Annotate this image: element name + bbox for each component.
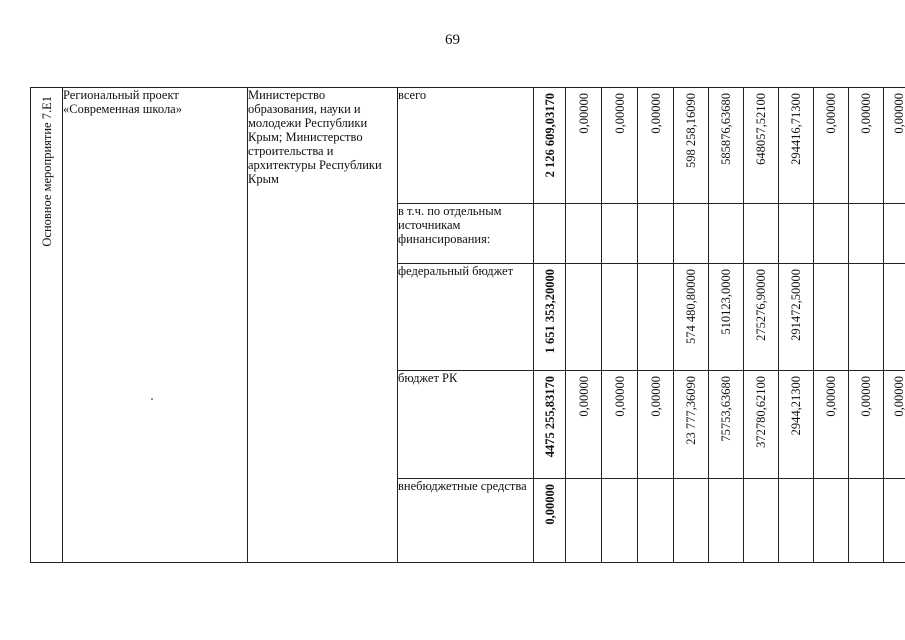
page-number: 69 bbox=[445, 32, 460, 48]
year-value-cell bbox=[814, 479, 849, 563]
source-label: в т.ч. по отдельным источникам финансирования: bbox=[398, 204, 502, 246]
year-value-cell bbox=[602, 204, 638, 264]
source-label-cell bbox=[398, 88, 534, 204]
year-value: 2944,21300 bbox=[789, 376, 803, 436]
year-value: 0,00000 bbox=[859, 376, 873, 417]
source-label-cell bbox=[398, 479, 534, 563]
budget-table bbox=[30, 87, 905, 563]
year-value: 0,00000 bbox=[648, 376, 663, 417]
year-value-cell bbox=[884, 88, 905, 204]
year-value-cell bbox=[566, 371, 602, 479]
year-value-cell bbox=[602, 264, 638, 371]
year-value: 0,00000 bbox=[824, 376, 838, 417]
year-value: 598 258,16090 bbox=[684, 93, 698, 168]
year-value-cell bbox=[709, 88, 744, 204]
executor-name: Министерство образования, науки и молодежи Республики Крым; Министерство строительства и архитектуры Республики Крым bbox=[248, 88, 382, 186]
year-value-cell bbox=[744, 88, 779, 204]
year-value-cell bbox=[638, 204, 674, 264]
year-value: 0,00000 bbox=[891, 376, 905, 417]
year-value-cell bbox=[849, 264, 884, 371]
year-value: 510123,0000 bbox=[719, 269, 733, 335]
year-value-cell bbox=[674, 479, 709, 563]
year-value-cell bbox=[814, 371, 849, 479]
project-name: Региональный проект «Современная школа» bbox=[63, 88, 182, 116]
year-value: 585876,63680 bbox=[719, 93, 733, 165]
year-value: 275276,90000 bbox=[754, 269, 768, 341]
year-value: 75753,63680 bbox=[719, 376, 733, 442]
total-value: 0,00000 bbox=[542, 484, 557, 525]
year-value: 0,00000 bbox=[576, 376, 591, 417]
year-value-cell bbox=[638, 88, 674, 204]
year-value: 372780,62100 bbox=[754, 376, 768, 448]
year-value-cell bbox=[779, 204, 814, 264]
year-value-cell bbox=[602, 479, 638, 563]
year-value-cell bbox=[566, 479, 602, 563]
year-value-cell bbox=[779, 479, 814, 563]
source-label: всего bbox=[398, 88, 427, 102]
table-row bbox=[31, 88, 905, 204]
year-value-cell bbox=[849, 479, 884, 563]
year-value-cell bbox=[602, 88, 638, 204]
year-value: 0,00000 bbox=[824, 93, 838, 134]
year-value-cell bbox=[744, 264, 779, 371]
year-value: 0,00000 bbox=[612, 93, 627, 134]
year-value-cell bbox=[638, 479, 674, 563]
year-value-cell bbox=[674, 371, 709, 479]
total-value: 4475 255,83170 bbox=[542, 376, 557, 458]
source-label: бюджет РК bbox=[398, 371, 458, 385]
source-label-cell bbox=[398, 264, 534, 371]
year-value-cell bbox=[779, 264, 814, 371]
year-value-cell bbox=[602, 371, 638, 479]
year-value-cell bbox=[638, 264, 674, 371]
total-value: 1 651 353,20000 bbox=[542, 269, 557, 354]
year-value-cell bbox=[849, 204, 884, 264]
year-value: 0,00000 bbox=[859, 93, 873, 134]
year-value-cell bbox=[814, 88, 849, 204]
year-value: 0,00000 bbox=[891, 93, 905, 134]
year-value-cell bbox=[849, 371, 884, 479]
year-value-cell bbox=[566, 204, 602, 264]
year-value-cell bbox=[849, 88, 884, 204]
total-value: 2 126 609,03170 bbox=[542, 93, 557, 178]
year-value: 648057,52100 bbox=[754, 93, 768, 165]
year-value: 0,00000 bbox=[576, 93, 591, 134]
source-label-cell bbox=[398, 204, 534, 264]
year-value-cell bbox=[566, 88, 602, 204]
measure-name: Основное мероприятие 7.E1 bbox=[39, 96, 54, 247]
total-cell bbox=[534, 204, 566, 264]
year-value-cell bbox=[884, 371, 905, 479]
year-value: 23 777,36090 bbox=[684, 376, 698, 445]
year-value: 294416,71300 bbox=[789, 93, 803, 165]
year-value: 0,00000 bbox=[612, 376, 627, 417]
year-value-cell bbox=[709, 204, 744, 264]
year-value-cell bbox=[884, 479, 905, 563]
year-value-cell bbox=[779, 88, 814, 204]
total-cell bbox=[534, 371, 566, 479]
year-value: 291472,50000 bbox=[789, 269, 803, 341]
year-value: 0,00000 bbox=[648, 93, 663, 134]
year-value-cell bbox=[744, 204, 779, 264]
year-value-cell bbox=[709, 371, 744, 479]
year-value-cell bbox=[709, 264, 744, 371]
year-value-cell bbox=[779, 371, 814, 479]
year-value: 574 480,80000 bbox=[684, 269, 698, 344]
year-value-cell bbox=[674, 88, 709, 204]
total-cell bbox=[534, 264, 566, 371]
year-value-cell bbox=[674, 204, 709, 264]
year-value-cell bbox=[744, 479, 779, 563]
year-value-cell bbox=[884, 204, 905, 264]
source-label: федеральный бюджет bbox=[398, 264, 514, 278]
year-value-cell bbox=[744, 371, 779, 479]
year-value-cell bbox=[638, 371, 674, 479]
scan-speck bbox=[151, 398, 153, 400]
year-value-cell bbox=[674, 264, 709, 371]
source-label-cell bbox=[398, 371, 534, 479]
measure-cell bbox=[31, 88, 63, 563]
executor-cell bbox=[248, 88, 398, 563]
year-value-cell bbox=[814, 264, 849, 371]
year-value-cell bbox=[566, 264, 602, 371]
project-cell bbox=[63, 88, 248, 563]
source-label: внебюджетные средства bbox=[398, 479, 527, 493]
total-cell bbox=[534, 479, 566, 563]
year-value-cell bbox=[884, 264, 905, 371]
year-value-cell bbox=[709, 479, 744, 563]
total-cell bbox=[534, 88, 566, 204]
year-value-cell bbox=[814, 204, 849, 264]
